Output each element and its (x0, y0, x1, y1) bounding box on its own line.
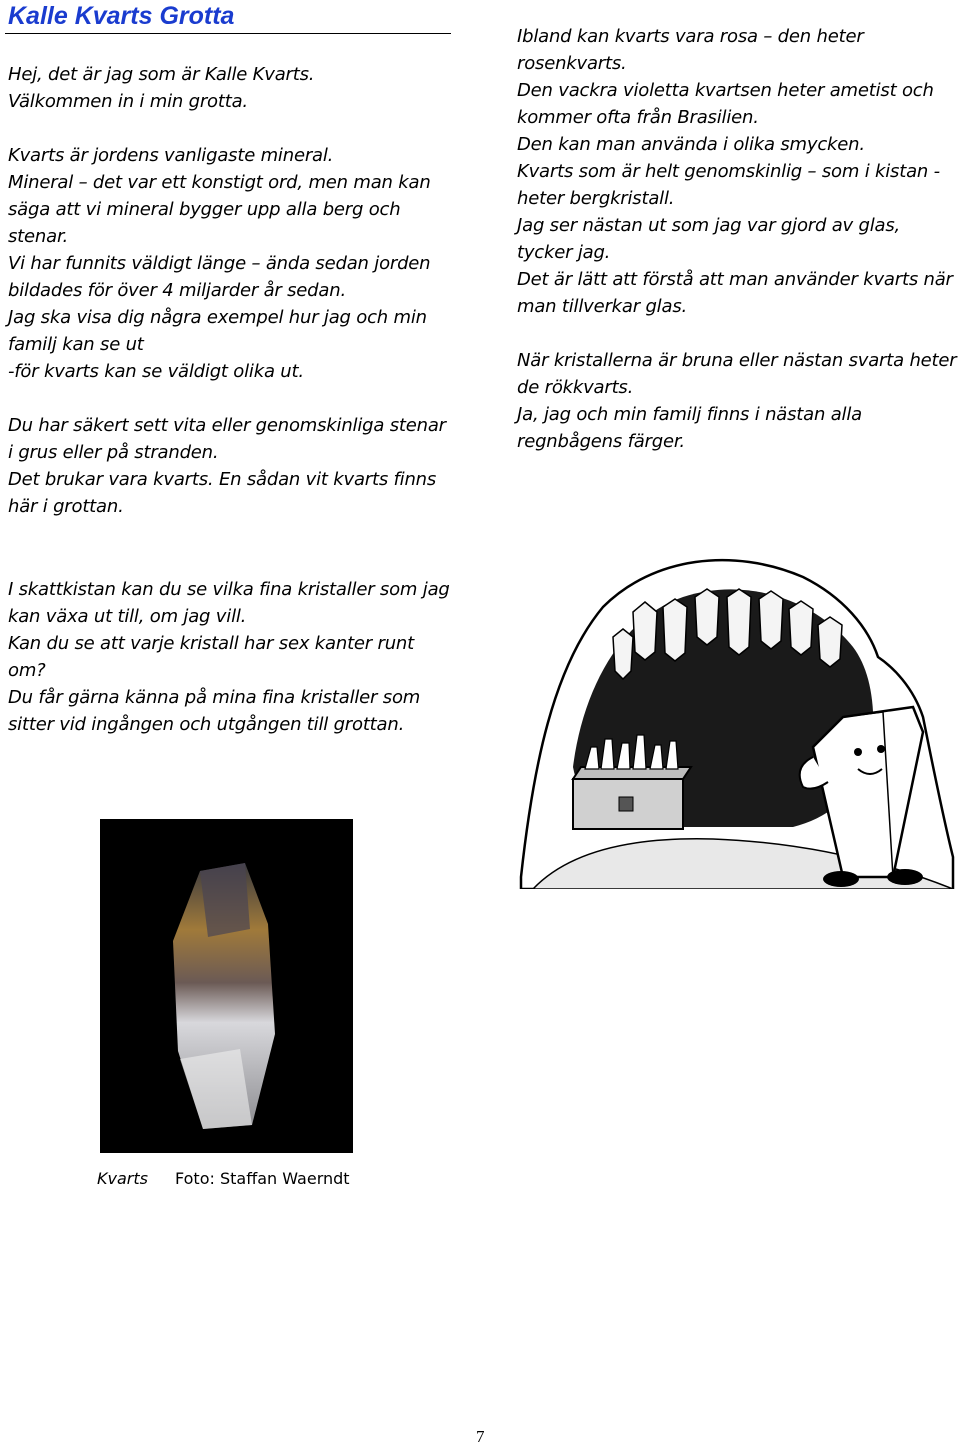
quartz-crystal-photo (100, 819, 353, 1153)
right-p1-line1: Ibland kan kvarts vara rosa – den heter rosenkvarts. (517, 26, 864, 74)
left-column-top (8, 61, 453, 520)
right-p2-line2: Ja, jag och min familj finns i nästan alla regnbågens färger. (517, 404, 862, 452)
left-p1-line1: Hej, det är jag som är Kalle Kvarts. (8, 64, 315, 85)
left-p4-line3: Du får gärna känna på mina fina kristaller som sitter vid ingången och utgången till grottan. (8, 687, 421, 735)
left-p3-line2: Det brukar vara kvarts. En sådan vit kvarts finns här i grottan. (8, 469, 437, 517)
left-p1-line2: Välkommen in i min grotta. (8, 91, 248, 112)
photo-credit: Foto: Staffan Waerndt (175, 1169, 350, 1188)
left-p4-line2: Kan du se att varje kristall har sex kanter runt om? (8, 633, 414, 681)
cave-illustration (513, 517, 960, 889)
left-p2-line2: Mineral – det var ett konstigt ord, men man kan säga att vi mineral bygger upp alla berg och stenar. (8, 172, 431, 247)
left-p2-line1: Kvarts är jordens vanligaste mineral. (8, 145, 334, 166)
right-p2-line1: När kristallerna är bruna eller nästan svarta heter de rökkvarts. (517, 350, 957, 398)
photo-caption: Kvarts (97, 1169, 148, 1188)
left-p2-line4: Jag ska visa dig några exempel hur jag och min familj kan se ut (8, 307, 427, 355)
page-number: 7 (476, 1427, 485, 1446)
left-p2-line5: -för kvarts kan se väldigt olika ut. (8, 361, 304, 382)
right-p1-line2: Den vackra violetta kvartsen heter ametist och kommer ofta från Brasilien. (517, 80, 934, 128)
left-column-bottom (8, 576, 453, 738)
page-title: Kalle Kvarts Grotta (8, 2, 235, 30)
right-p1-line3: Den kan man använda i olika smycken. (517, 134, 865, 155)
left-p3-line1: Du har säkert sett vita eller genomskinliga stenar i grus eller på stranden. (8, 415, 446, 463)
right-p1-line4: Kvarts som är helt genomskinlig – som i kistan - heter bergkristall. (517, 161, 940, 209)
left-p2-line3: Vi har funnits väldigt länge – ända sedan jorden bildades för över 4 miljarder år sedan. (8, 253, 431, 301)
left-p4-line1: I skattkistan kan du se vilka fina kristaller som jag kan växa ut till, om jag vill. (8, 579, 450, 627)
title-underline (5, 33, 451, 34)
right-p1-line6: Det är lätt att förstå att man använder kvarts när man tillverkar glas. (517, 269, 953, 317)
right-p1-line5: Jag ser nästan ut som jag var gjord av glas, tycker jag. (517, 215, 901, 263)
right-column (517, 23, 957, 455)
